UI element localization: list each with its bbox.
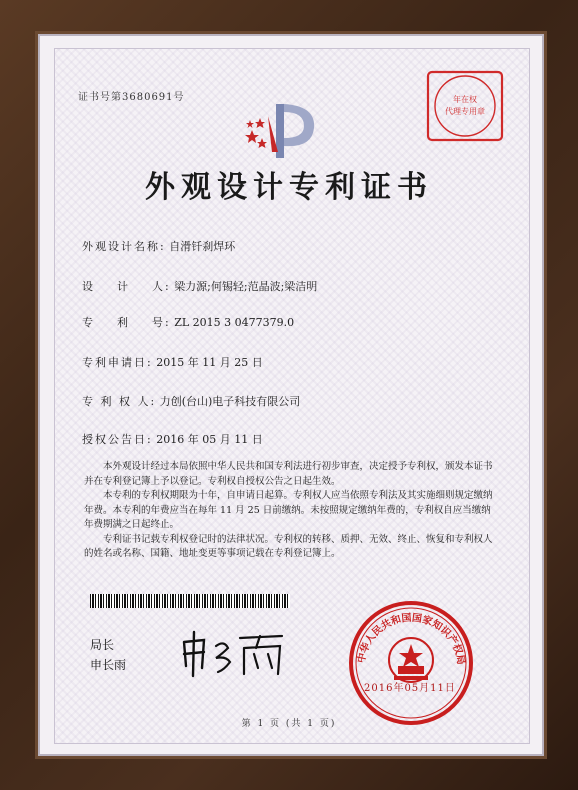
field-label: 外观设计名称:	[82, 240, 166, 253]
field-patent-number	[82, 314, 294, 330]
svg-text:代理专用章: 代理专用章	[445, 107, 485, 116]
director-signature	[178, 628, 298, 678]
field-value: 2015 年 11 月 25 日	[156, 356, 263, 369]
field-patentee	[82, 393, 300, 409]
field-label: 授权公告日:	[82, 433, 153, 446]
paragraph-register: 专利证书记载专利权登记时的法律状况。专利权的转移、质押、无效、终止、恢复和专利权人的姓名或名称、国籍、地址变更等事项记载在专利登记簿上。	[84, 533, 493, 559]
seal-date: 2016年05月11日	[364, 683, 456, 694]
director-title: 局长	[90, 638, 115, 652]
field-label: 专 利 号:	[82, 316, 171, 329]
director-name: 申长雨	[90, 658, 127, 672]
field-design-name	[82, 238, 235, 254]
paragraph-grant: 本外观设计经过本局依照中华人民共和国专利法进行初步审查，决定授予专利权，颁发本证书并在专利登记簿上予以登记。专利权自授权公告之日起生效。	[84, 461, 493, 487]
field-label: 专利申请日:	[82, 356, 153, 369]
patent-office-logo	[238, 96, 328, 166]
page-number: 第 1 页 (共 1 页)	[241, 719, 337, 729]
field-grant-date	[82, 431, 263, 447]
certificate-title: 外观设计专利证书	[145, 170, 433, 205]
certificate-body	[84, 460, 494, 562]
field-label: 设 计 人:	[82, 280, 171, 293]
field-application-date	[82, 354, 263, 370]
agency-stamp	[418, 68, 510, 144]
national-ip-office-seal	[346, 598, 476, 728]
svg-text:年在权: 年在权	[453, 95, 477, 104]
field-value: ZL 2015 3 0477379.0	[174, 316, 295, 329]
field-value: 力创(台山)电子科技有限公司	[159, 395, 301, 408]
field-value: 2016 年 05 月 11 日	[156, 433, 263, 446]
svg-text:中华人民共和国国家知识产权局: 中华人民共和国国家知识产权局	[356, 612, 467, 666]
barcode	[90, 594, 290, 608]
field-label: 专 利 权 人:	[82, 395, 157, 408]
paragraph-term: 本专利的专利权期限为十年，自申请日起算。专利权人应当依照专利法及其实施细则规定缴纳年费。本专利的年费应当在每年 11 月 25 日前缴纳。未按照规定缴纳年费的，专利权自应当缴纳年费期满之日起终止。	[84, 490, 493, 530]
field-value: 梁力源;何锡轻;范晶波;梁洁明	[174, 280, 318, 293]
field-designer	[82, 278, 317, 294]
certificate-number: 证书号第3680691号	[78, 92, 185, 103]
field-value: 自滑钎刹焊环	[169, 240, 236, 253]
